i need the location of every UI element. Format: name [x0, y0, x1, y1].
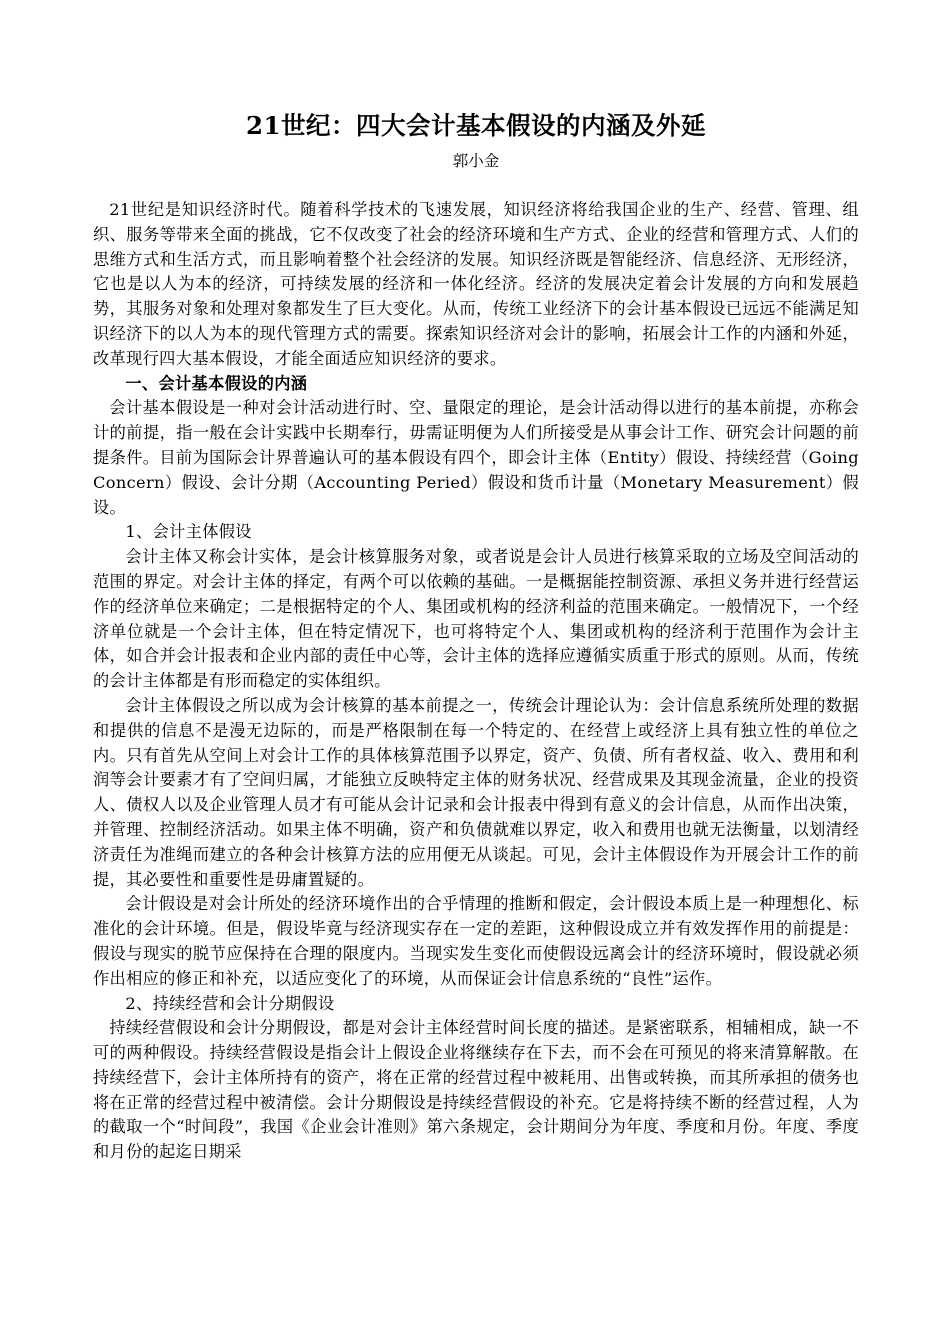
paragraph-going-concern: 持续经营假设和会计分期假设，都是对会计主体经营时间长度的描述。是紧密联系，相辅相成，缺一不可的两种假设。持续经营假设是指会计上假设企业将继续存在下去，而不会在可预见的将来清算解散。在持续经营下，会计主体所持有的资产，将在正常的经营过程中被耗用、出售或转换，而其所承担的债务也将在正常的经营过程中被清偿。会计分期假设是持续经营假设的补充。它是将持续不断的经营过程，人为的截取一个“时间段”，我国《企业会计准则》第六条规定，会计期间分为年度、季度和月份。年度、季度和月份的起迄日期采: [93, 1018, 859, 1162]
subsection-heading-2: 2、持续经营和会计分期假设: [125, 993, 335, 1013]
paragraph-entity-definition: 会计主体又称会计实体，是会计核算服务对象，或者说是会计人员进行核算采取的立场及空间活动的范围的界定。对会计主体的择定，有两个可以依赖的基础。一是概据能控制资源、承担义务并进行经营运作的经济单位来确定；二是根据特定的个人、集团或机构的经济利益的范围来确定。一般情况下，一个经济单位就是一个会计主体，但在特定情况下，也可将特定个人、集团或机构的经济利于范围作为会计主体，如合并会计报表和企业内部的责任中心等，会计主体的选择应遵循实质重于形式的原则。从而，传统的会计主体都是有形而稳定的实体组织。: [93, 547, 859, 691]
paragraph-assumption-nature: 会计假设是对会计所处的经济环境作出的合乎情理的推断和假定，会计假设本质上是一种理想化、标准化的会计环境。但是，假设毕竟与经济现实存在一定的差距，这种假设成立并有效发挥作用的前提是：假设与现实的脱节应保持在合理的限度内。当现实发生变化而使假设远离会计的经济环境时，假设就必须作出相应的修正和补充，以适应变化了的环境，从而保证会计信息系统的“良性”运作。: [93, 894, 859, 988]
section-heading-1: 一、会计基本假设的内涵: [125, 373, 308, 393]
document-title: 21世纪：四大会计基本假设的内涵及外延: [245, 111, 707, 140]
document-body: [93, 198, 859, 1165]
document-author: 郭小金: [452, 152, 500, 170]
paragraph-intro: 21世纪是知识经济时代。随着科学技术的飞速发展，知识经济将给我国企业的生产、经营、管理、组织、服务等带来全面的挑战，它不仅改变了社会的经济环境和生产方式、企业的经营和管理方式、人们的思维方式和生活方式，而且影响着整个社会经济的发展。知识经济既是智能经济、信息经济、无形经济，它也是以人为本的经济，可持续发展的经济和一体化经济。经济的发展决定着会计发展的方向和发展趋势，其服务对象和处理对象都发生了巨大变化。从而，传统工业经济下的会计基本假设已远远不能满足知识经济下的以人为本的现代管理方式的需要。探索知识经济对会计的影响，拓展会计工作的内涵和外延，改革现行四大基本假设，才能全面适应知识经济的要求。: [93, 200, 859, 368]
subsection-heading-1: 1、会计主体假设: [125, 522, 252, 542]
paragraph-basic-assumptions: 会计基本假设是一种对会计活动进行时、空、量限定的理论，是会计活动得以进行的基本前提，亦称会计的前提，指一般在会计实践中长期奉行，毋需证明便为人们所接受是从事会计工作、研究会计问题的前提条件。目前为国际会计界普遍认可的基本假设有四个，即会计主体（Entity）假设、持续经营（Going Concern）假设、会计分期（Accounting Peried）假设和货币计量（Monetary Measurement）假设。: [93, 398, 859, 517]
paragraph-entity-premise: 会计主体假设之所以成为会计核算的基本前提之一，传统会计理论认为：会计信息系统所处理的数据和提供的信息不是漫无边际的，而是严格限制在每一个特定的、在经营上或经济上具有独立性的单位之内。只有首先从空间上对会计工作的具体核算范围予以界定，资产、负债、所有者权益、收入、费用和利润等会计要素才有了空间归属，才能独立反映特定主体的财务状况、经营成果及其现金流量，企业的投资人、债权人以及企业管理人员才有可能从会计记录和会计报表中得到有意义的会计信息，从而作出决策，并管理、控制经济活动。如果主体不明确，资产和负债就难以界定，收入和费用也就无法衡量，以划清经济责任为准绳而建立的各种会计核算方法的应用便无从谈起。可见，会计主体假设作为开展会计工作的前提，其必要性和重要性是毋庸置疑的。: [93, 695, 859, 889]
